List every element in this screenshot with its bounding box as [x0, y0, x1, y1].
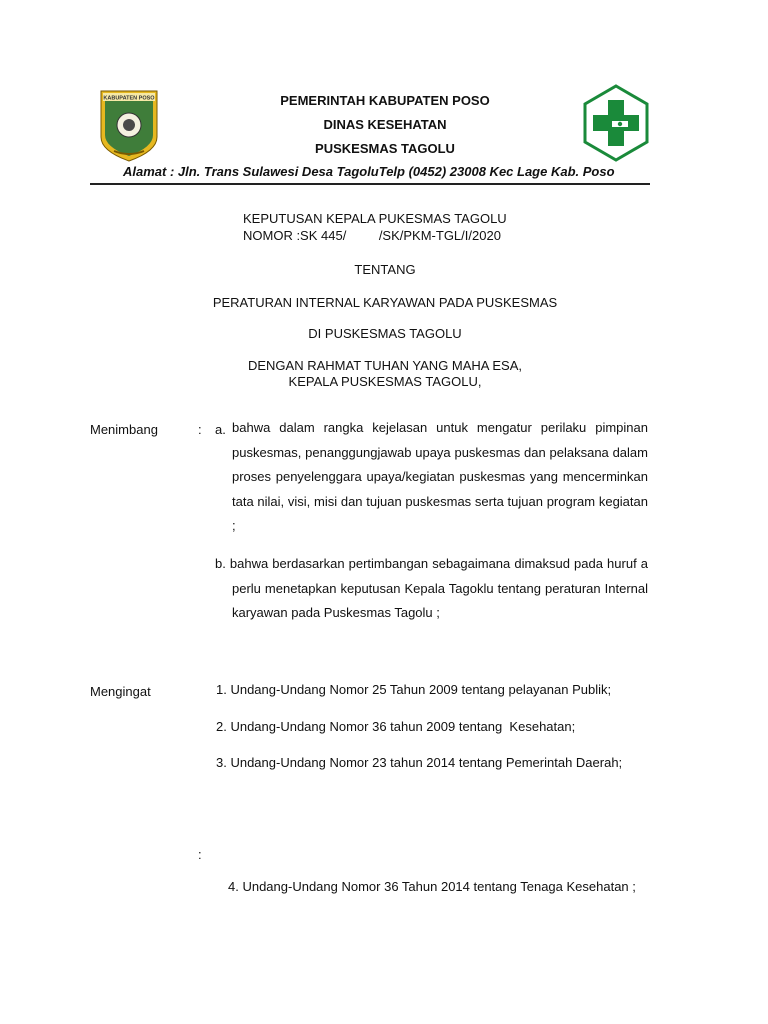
- header-divider: [90, 183, 650, 185]
- mengingat-item-1: 1. Undang-Undang Nomor 25 Tahun 2009 tentang pelayanan Publik;: [216, 682, 612, 697]
- kabupaten-poso-crest-logo: [98, 85, 160, 163]
- subject-line-1: PERATURAN INTERNAL KARYAWAN PADA PUSKESMAS: [212, 295, 558, 310]
- mengingat-label: Mengingat: [90, 684, 151, 699]
- menimbang-a-marker: a.: [215, 422, 226, 437]
- decree-title: KEPUTUSAN KEPALA PUKESMAS TAGOLU: [243, 211, 507, 226]
- tentang-heading: TENTANG: [354, 262, 416, 277]
- menimbang-point-b-text: b. bahwa berdasarkan pertimbangan sebagaimana dimaksud pada huruf a perlu menetapkan keputusan Kepala Tagoklu tentang peraturan Internal karyawan pada Puskesmas Tagolu ;: [215, 556, 648, 620]
- rahmat-line-2: KEPALA PUSKESMAS TAGOLU,: [288, 374, 482, 389]
- mengingat-item-3: [216, 751, 648, 776]
- header-puskesmas: PUSKESMAS TAGOLU: [315, 141, 455, 156]
- mengingat-item-3-text: 3. Undang-Undang Nomor 23 tahun 2014 tentang Pemerintah Daerah;: [216, 755, 623, 770]
- menimbang-label: Menimbang: [90, 422, 158, 437]
- rahmat-line-1: DENGAN RAHMAT TUHAN YANG MAHA ESA,: [247, 358, 522, 373]
- menimbang-point-a-text: bahwa dalam rangka kejelasan untuk mengatur perilaku pimpinan puskesmas, penanggungjawab upaya puskesmas dan pelaksana dalam proses penyelenggara upaya/kegiatan puskesmas yang mencerminkan tata nilai, visi, misi dan tujuan puskesmas serta tujuan program kegiatan ;: [232, 420, 648, 533]
- decree-number: NOMOR :SK 445/ /SK/PKM-TGL/I/2020: [243, 228, 501, 243]
- menimbang-colon: :: [198, 422, 202, 437]
- mengingat-colon: :: [198, 847, 202, 862]
- mengingat-item-2: 2. Undang-Undang Nomor 36 tahun 2009 tentang Kesehatan;: [216, 719, 576, 734]
- header-health-office: DINAS KESEHATAN: [323, 117, 447, 132]
- menimbang-point-b: [215, 552, 648, 626]
- mengingat-item-4: [228, 875, 648, 900]
- puskesmas-plus-logo: [582, 84, 650, 162]
- header-government: PEMERINTAH KABUPATEN POSO: [280, 93, 490, 108]
- subject-line-2: DI PUSKESMAS TAGOLU: [308, 326, 462, 341]
- header-address: Alamat : Jln. Trans Sulawesi Desa TagoluTelp (0452) 23008 Kec Lage Kab. Poso: [123, 164, 615, 179]
- crest-text: KABUPATEN POSO: [103, 95, 155, 102]
- menimbang-point-a: [232, 416, 648, 539]
- mengingat-item-4-text: 4. Undang-Undang Nomor 36 Tahun 2014 tentang Tenaga Kesehatan ;: [228, 879, 636, 894]
